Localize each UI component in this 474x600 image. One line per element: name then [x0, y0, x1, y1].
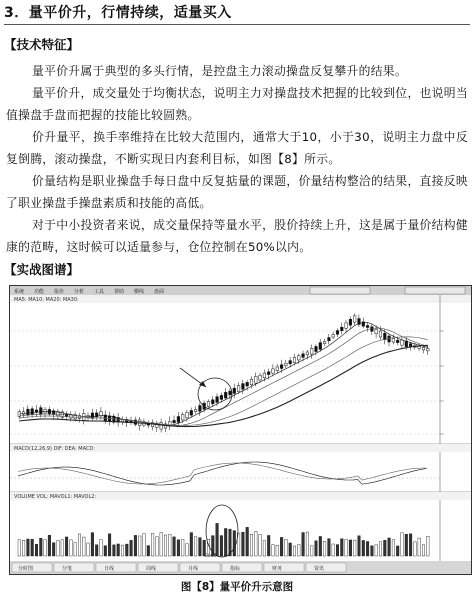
volume-bar — [366, 542, 369, 556]
volume-bar — [113, 545, 116, 556]
volume-bar — [242, 532, 245, 556]
candle-up — [332, 335, 335, 337]
candle-down — [190, 410, 193, 415]
volume-bar — [164, 535, 167, 556]
candle-down — [242, 384, 245, 390]
volume-bar — [341, 539, 344, 556]
candle-down — [31, 409, 34, 414]
candle-down — [280, 365, 283, 369]
volume-bar — [302, 533, 305, 556]
candle-up — [427, 349, 430, 351]
chart-heading: 【实战图谱】 — [4, 262, 80, 277]
menu-item: 帮助 — [114, 289, 125, 295]
volume-bar — [336, 545, 339, 556]
figure-caption: 图【8】量平价升示意图 — [180, 581, 294, 593]
volume-bar — [409, 534, 412, 556]
candle-down — [371, 327, 374, 331]
macd-legend: MACD(12,26,9) DIF: DEA: MACD: — [14, 446, 95, 452]
candle-down — [302, 354, 305, 358]
dif-line — [18, 462, 427, 485]
volume-bar — [276, 545, 279, 556]
candle-up — [323, 342, 326, 344]
tab: 财务 — [272, 566, 283, 572]
candle-down — [199, 406, 202, 412]
volume-bar — [18, 540, 21, 556]
candle-up — [259, 375, 262, 380]
volume-bar — [388, 538, 391, 556]
candle-down — [349, 319, 352, 325]
candle-down — [366, 325, 369, 327]
volume-bar — [358, 536, 361, 556]
candle-up — [272, 369, 275, 373]
candle-up — [306, 352, 309, 355]
volume-bar — [401, 533, 404, 556]
volume-bar — [138, 536, 141, 556]
volume-bar — [315, 541, 318, 556]
tab: 周线 — [146, 566, 157, 572]
toolbar-buttons — [405, 287, 465, 294]
candle-down — [289, 361, 292, 364]
candle-up — [298, 356, 301, 360]
right-axis-ticks — [440, 331, 444, 434]
candle-down — [216, 397, 219, 403]
volume-bar — [181, 539, 184, 556]
candle-up — [401, 340, 404, 345]
ma-line — [19, 328, 428, 426]
ma-line — [19, 337, 428, 426]
volume-bar — [65, 537, 68, 556]
volume-bar — [27, 539, 30, 556]
volume-bar — [224, 528, 227, 556]
candle-down — [315, 346, 318, 351]
ma-line — [19, 345, 428, 426]
volume-bar — [194, 537, 197, 556]
candle-down — [224, 392, 227, 398]
candle-down — [220, 395, 223, 399]
volume-bar — [190, 533, 193, 556]
candle-up — [250, 379, 253, 385]
volume-bar — [246, 527, 249, 556]
volume-bar — [375, 545, 378, 556]
paragraph-3: 价升量平，换手率维持在比较大范围内，通常大于10，小于30，说明主力盘中反复倒腾，滚动操盘，不断实现日内套利目标，如图【8】所示。 — [6, 130, 468, 166]
stock-chart-figure — [9, 285, 472, 575]
candle-up — [285, 363, 288, 365]
candle-up — [379, 331, 382, 337]
candle-down — [212, 400, 215, 404]
candle-up — [310, 348, 313, 354]
candle-up — [207, 402, 210, 407]
volume-bar — [280, 537, 283, 556]
macd-lines — [18, 462, 427, 485]
candle-down — [388, 336, 391, 342]
candle-down — [336, 331, 339, 335]
volume-bar — [362, 540, 365, 556]
volume-bar — [332, 544, 335, 556]
candle-up — [160, 423, 163, 430]
menu-item: 盘面 — [154, 289, 165, 295]
tech-features-heading: 【技术特征】 — [4, 37, 80, 52]
date-label: 2008 — [205, 554, 217, 559]
volume-bar — [353, 540, 356, 556]
menu-item: 分析 — [74, 289, 85, 295]
volume-bar — [108, 534, 111, 556]
candle-up — [422, 347, 425, 350]
volume-bar — [250, 534, 253, 556]
candle-up — [194, 410, 197, 412]
candle-down — [246, 382, 249, 386]
section-title: 3．量平价升，行情持续，适量买入 — [4, 2, 470, 25]
volume-bar — [259, 534, 262, 556]
volume-bar — [349, 540, 352, 556]
volume-bar — [126, 544, 129, 556]
moving-average-lines — [19, 323, 428, 427]
candle-up — [293, 357, 296, 362]
volume-bar — [35, 544, 38, 556]
volume-bar — [255, 531, 258, 556]
volume-bar — [70, 540, 73, 556]
volume-bar — [310, 546, 313, 556]
tab: 指标 — [230, 566, 241, 572]
volume-bar — [186, 544, 189, 556]
candle-up — [353, 316, 356, 322]
volume-bar — [306, 532, 309, 556]
volume-bar — [52, 543, 55, 556]
tab: 日线 — [104, 566, 115, 572]
volume-bar — [173, 537, 176, 556]
candle-up — [263, 373, 266, 378]
volume-bar — [117, 544, 120, 556]
volume-bar — [151, 533, 154, 556]
candle-down — [267, 372, 270, 375]
volume-bar — [328, 539, 331, 556]
candlesticks — [18, 314, 429, 433]
candle-up — [255, 376, 258, 383]
volume-bar — [78, 534, 81, 556]
volume-bar — [379, 542, 382, 556]
volume-bar — [319, 536, 322, 556]
volume-bar — [57, 540, 60, 556]
volume-bar — [272, 545, 275, 556]
candle-up — [237, 386, 240, 392]
candle-up — [375, 329, 378, 333]
ma-legend: MA5: MA10: MA20: MA30: — [14, 297, 79, 303]
paragraph-4: 价量结构是职业操盘手每日盘中反复掂量的课题，价量结构整洽的结果，直接反映了职业操盘手操盘素质和技能的高低。 — [6, 174, 468, 210]
volume-bar — [422, 545, 425, 556]
candle-down — [27, 409, 30, 415]
dea-line — [18, 463, 427, 484]
volume-bar — [384, 540, 387, 556]
stock-name-box — [310, 287, 370, 294]
volume-bar — [156, 537, 159, 556]
volume-bar — [345, 539, 348, 556]
candle-down — [341, 327, 344, 331]
volume-bar — [199, 538, 202, 556]
candle-down — [328, 338, 331, 341]
candle-down — [48, 409, 51, 414]
volume-bar — [396, 546, 399, 556]
volume-bars — [18, 523, 429, 556]
volume-bar — [229, 529, 232, 556]
candle-down — [229, 391, 232, 395]
volume-bar — [427, 536, 430, 556]
ma-line — [19, 323, 428, 426]
volume-bar — [293, 546, 296, 556]
menu-item: 功能 — [34, 289, 45, 295]
volume-bar — [95, 545, 98, 556]
tab: 月线 — [188, 566, 199, 572]
volume-bar — [263, 541, 266, 556]
volume-bar — [285, 539, 288, 556]
candle-up — [392, 338, 395, 342]
candle-up — [418, 346, 421, 348]
volume-bar — [104, 546, 107, 556]
volume-legend: VOLUME VOL: MAVOL1: MAVOL2: — [14, 494, 97, 500]
volume-bar — [74, 543, 77, 556]
candle-down — [319, 343, 322, 350]
volume-bar — [392, 540, 395, 556]
paragraph-1: 量平价升属于典型的多头行情，是控盘主力滚动操盘反复攀升的结果。 — [32, 64, 408, 78]
candle-down — [177, 417, 180, 423]
tab: 资讯 — [314, 566, 325, 572]
volume-bar — [418, 538, 421, 556]
candle-down — [409, 344, 412, 347]
candle-down — [396, 340, 399, 342]
volume-bar — [289, 543, 292, 556]
volume-bar — [134, 535, 137, 556]
menu-item: 工具 — [94, 289, 105, 295]
candle-down — [173, 420, 176, 422]
candle-up — [181, 414, 184, 420]
volume-bar — [61, 540, 64, 556]
volume-bar — [130, 540, 133, 556]
volume-bar — [169, 534, 172, 556]
volume-bar — [405, 534, 408, 556]
volume-bar — [83, 537, 86, 556]
volume-bar — [143, 534, 146, 556]
menu-item: 报价 — [54, 289, 65, 295]
volume-bar — [177, 540, 180, 556]
volume-bar — [48, 535, 51, 556]
volume-bar — [216, 523, 219, 556]
volume-bar — [100, 539, 103, 556]
volume-bar — [87, 543, 90, 556]
volume-bar — [44, 540, 47, 556]
volume-bar — [40, 538, 43, 556]
volume-bar — [160, 532, 163, 556]
candle-down — [233, 388, 236, 393]
paragraph-5: 对于中小投资者来说，成交量保持等量水平，股价持续上升，这是属于量价结构健康的范畴，这时候可以适量参与，仓位控制在50%以内。 — [6, 218, 468, 254]
paragraph-2: 量平价升，成交量处于均衡状态，说明主力对操盘技术把握的比较到位，也说明当值操盘手盘而把握的技能比较圆熟。 — [6, 86, 468, 122]
volume-bar — [371, 546, 374, 556]
candle-down — [40, 408, 43, 415]
tab: 分笔 — [62, 566, 73, 572]
candle-up — [345, 323, 348, 328]
volume-bar — [323, 541, 326, 556]
candle-up — [186, 412, 189, 417]
volume-bar — [22, 540, 25, 556]
volume-bar — [147, 546, 150, 556]
menu-item: 系统 — [14, 289, 25, 295]
volume-bar — [298, 545, 301, 556]
volume-bar — [91, 533, 94, 556]
volume-bar — [414, 542, 417, 556]
candle-up — [276, 367, 279, 371]
volume-bar — [121, 545, 124, 556]
tab: 分时图 — [18, 566, 34, 572]
volume-bar — [220, 536, 223, 556]
menu-item: 横线 — [134, 289, 145, 295]
volume-bar — [267, 535, 270, 556]
volume-bar — [31, 539, 34, 556]
volume-bar — [233, 531, 236, 556]
